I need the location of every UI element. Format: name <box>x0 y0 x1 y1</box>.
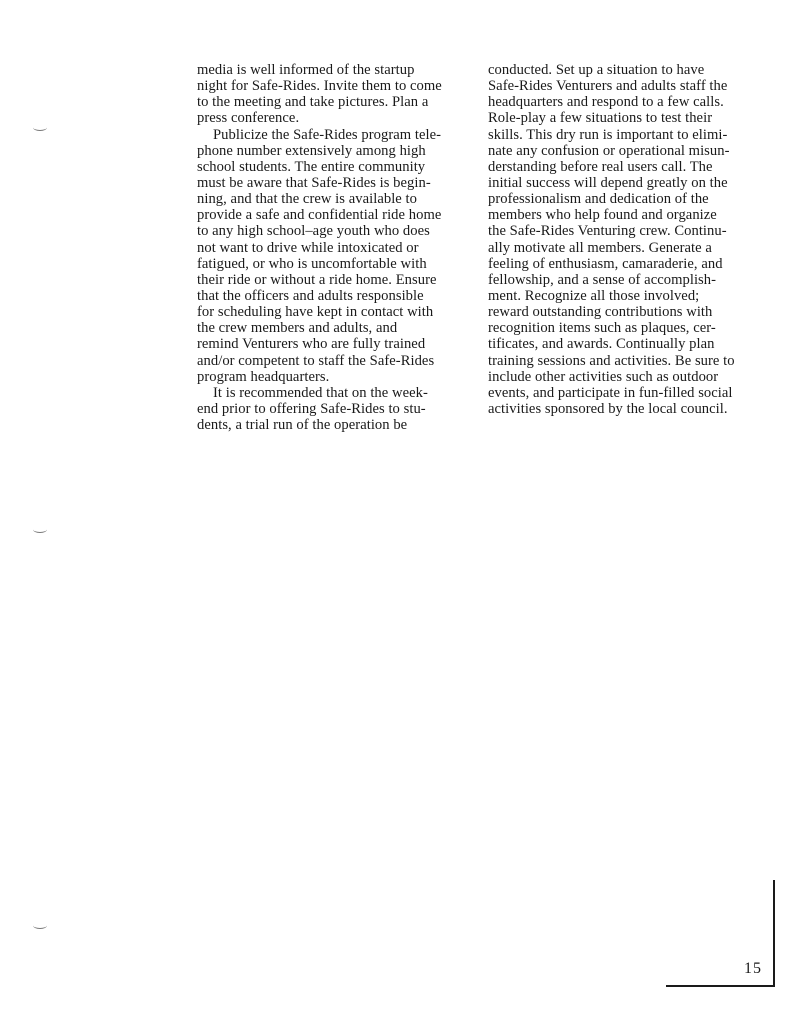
text-line: for scheduling have kept in contact with <box>197 304 434 321</box>
text-line: ning, and that the crew is available to <box>197 191 417 208</box>
text-line: end prior to offering Safe-Rides to stu- <box>197 400 426 417</box>
text-line: to the meeting and take pictures. Plan a <box>197 94 429 111</box>
text-line: fatigued, or who is uncomfortable with <box>197 255 427 272</box>
text-line: recognition items such as plaques, cer- <box>488 320 716 337</box>
text-line: ment. Recognize all those involved; <box>488 287 700 304</box>
text-line: skills. This dry run is important to elimi- <box>488 126 728 143</box>
text-line: school students. The entire community <box>197 158 426 175</box>
text-line: not want to drive while intoxicated or <box>197 239 419 256</box>
text-line: conducted. Set up a situation to have <box>488 62 705 78</box>
text-line: Role-play a few situations to test their <box>488 110 713 127</box>
text-line: press conference. <box>197 110 300 127</box>
text-line: headquarters and respond to a few calls. <box>488 94 724 111</box>
binder-mark-middle <box>33 526 47 533</box>
page-number: 15 <box>744 960 762 977</box>
text-line: derstanding before real users call. The <box>488 158 713 175</box>
text-line: night for Safe-Rides. Invite them to come <box>197 78 442 95</box>
text-line: phone number extensively among high <box>197 142 426 159</box>
text-line: events, and participate in fun-filled social <box>488 384 733 401</box>
text-line: tificates, and awards. Continually plan <box>488 336 715 353</box>
text-line: and/or competent to staff the Safe-Rides <box>197 352 435 369</box>
text-line: training sessions and activities. Be sure to <box>488 352 735 369</box>
text-line: reward outstanding contributions with <box>488 304 713 321</box>
text-line: must be aware that Safe-Rides is begin- <box>197 174 431 191</box>
text-line: Safe-Rides Venturers and adults staff the <box>488 78 728 95</box>
page-corner-rule-vertical <box>773 880 775 986</box>
text-line: dents, a trial run of the operation be <box>197 417 408 434</box>
text-line: their ride or without a ride home. Ensure <box>197 271 437 288</box>
text-line: provide a safe and confidential ride home <box>197 207 442 224</box>
text-line: ally motivate all members. Generate a <box>488 239 712 256</box>
page-corner-rule-horizontal <box>666 985 775 987</box>
text-line: to any high school–age youth who does <box>197 223 430 240</box>
text-line: It is recommended that on the week- <box>213 384 428 401</box>
text-line: feeling of enthusiasm, camaraderie, and <box>488 255 723 272</box>
text-line: initial success will depend greatly on the <box>488 174 728 191</box>
text-line: the crew members and adults, and <box>197 320 398 337</box>
text-line: professionalism and dedication of the <box>488 191 709 208</box>
text-line: media is well informed of the startup <box>197 62 415 78</box>
left-text-column <box>197 62 457 433</box>
text-line: that the officers and adults responsible <box>197 287 424 304</box>
text-line: activities sponsored by the local council. <box>488 400 728 417</box>
text-line: the Safe-Rides Venturing crew. Continu- <box>488 223 727 240</box>
text-line: members who help found and organize <box>488 207 717 224</box>
text-line: include other activities such as outdoor <box>488 368 719 385</box>
text-line: nate any confusion or operational misun- <box>488 142 730 159</box>
text-line: program headquarters. <box>197 368 330 385</box>
text-line: remind Venturers who are fully trained <box>197 336 426 353</box>
text-line: Publicize the Safe-Rides program tele- <box>213 126 442 143</box>
right-text-column <box>488 62 746 417</box>
binder-mark-bottom <box>33 922 47 929</box>
text-line: fellowship, and a sense of accomplish- <box>488 271 717 288</box>
binder-mark-top <box>33 124 47 131</box>
